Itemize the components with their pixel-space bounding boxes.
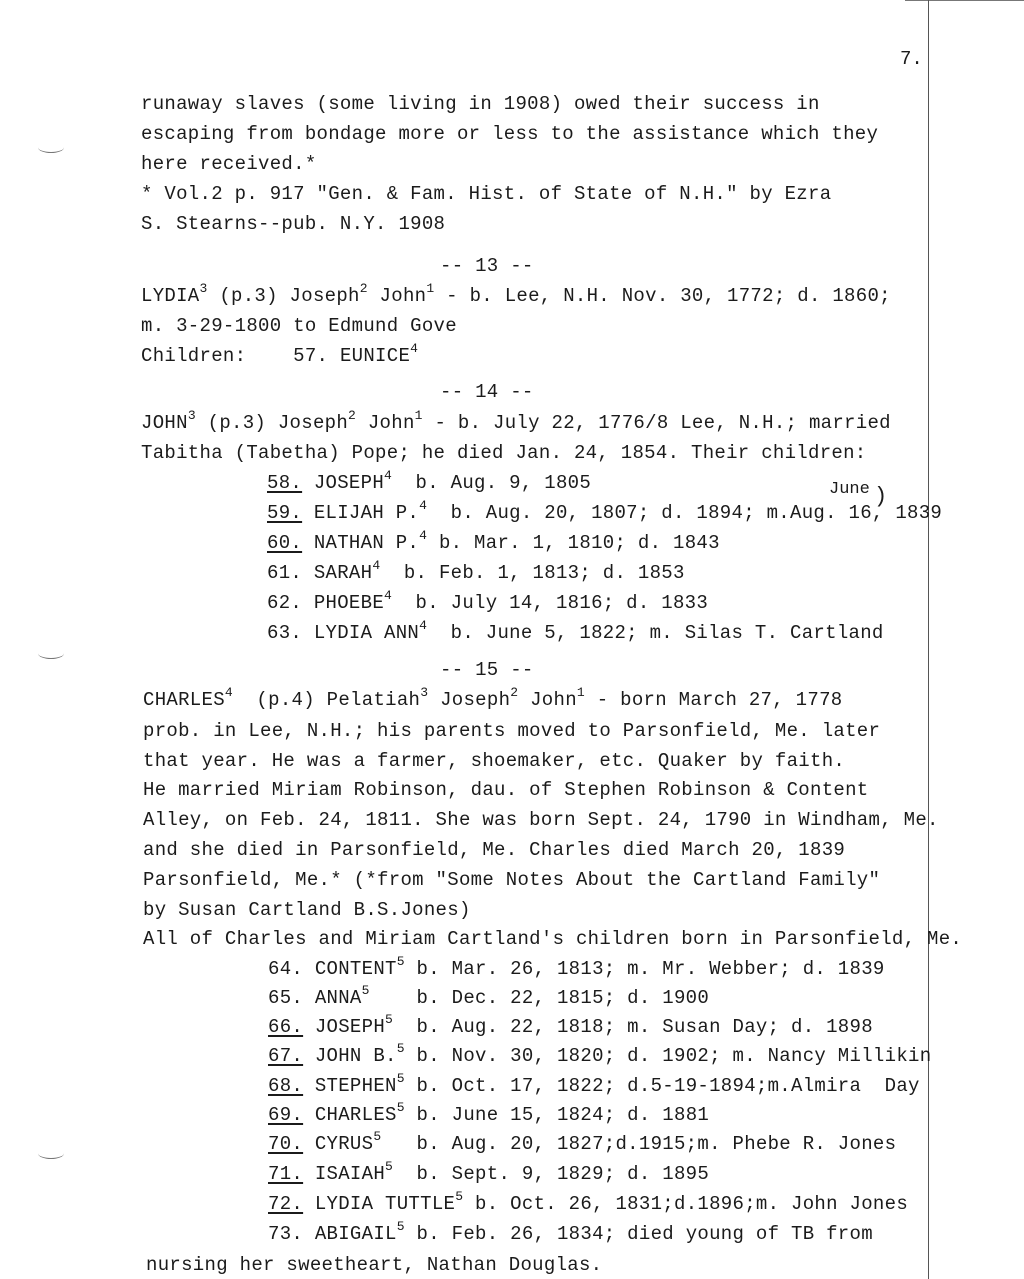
closing-line: nursing her sweetheart, Nathan Douglas. [146, 1254, 603, 1276]
paragraph-line: that year. He was a farmer, shoemaker, etc. Quaker by faith. [143, 750, 846, 772]
paragraph-line: Parsonfield, Me.* (*from "Some Notes About the Cartland Family" [143, 869, 881, 891]
child-entry: 63. LYDIA ANN$^4$ b. June 5, 1822; m. Silas T. Cartland [267, 617, 884, 644]
section-heading: -- 13 -- [440, 255, 534, 277]
intro-line: escaping from bondage more or less to the assistance which they [141, 123, 879, 145]
child-entry: 59. ELIJAH P.$^4$ b. Aug. 20, 1807; d. 1894; m.Aug. 16, 1839 [267, 497, 943, 524]
correction-bracket: ) [874, 484, 888, 509]
margin-rule [928, 0, 929, 1279]
child-entry: 58. JOSEPH$^4$ b. Aug. 9, 1805 [267, 467, 592, 494]
entry-line: LYDIA$^3$ (p.3) Joseph$^2$ John$^1$ - b. Lee, N.H. Nov. 30, 1772; d. 1860; [141, 280, 891, 307]
child-entry: 61. SARAH$^4$ b. Feb. 1, 1813; d. 1853 [267, 557, 685, 584]
handwritten-correction: June [829, 480, 870, 499]
paragraph-line: All of Charles and Miriam Cartland's children born in Parsonfield, Me. [143, 928, 963, 950]
paragraph-line: and she died in Parsonfield, Me. Charles died March 20, 1839 [143, 839, 846, 861]
hole-punch-mark [38, 1148, 64, 1159]
paragraph-line: Alley, on Feb. 24, 1811. She was born Sept. 24, 1790 in Windham, Me. [143, 809, 939, 831]
footnote-line: S. Stearns--pub. N.Y. 1908 [141, 213, 446, 235]
paragraph-line: prob. in Lee, N.H.; his parents moved to Parsonfield, Me. later [143, 720, 881, 742]
hole-punch-mark [38, 142, 64, 153]
child-entry: 72. LYDIA TUTTLE$^5$ b. Oct. 26, 1831;d.1896;m. John Jones [268, 1188, 909, 1215]
entry-line: Tabitha (Tabetha) Pope; he died Jan. 24, 1854. Their children: [141, 442, 867, 464]
paragraph-line: He married Miriam Robinson, dau. of Stephen Robinson & Content [143, 779, 869, 801]
entry-line: JOHN$^3$ (p.3) Joseph$^2$ John$^1$ - b. July 22, 1776/8 Lee, N.H.; married [141, 407, 891, 434]
intro-line: here received.* [141, 153, 317, 175]
child-entry: 68. STEPHEN$^5$ b. Oct. 17, 1822; d.5-19-1894;m.Almira Day [268, 1070, 920, 1097]
child-entry: 60. NATHAN P.$^4$ b. Mar. 1, 1810; d. 1843 [267, 527, 720, 554]
intro-line: runaway slaves (some living in 1908) owed their success in [141, 93, 820, 115]
child-entry: 70. CYRUS$^5$ b. Aug. 20, 1827;d.1915;m. Phebe R. Jones [268, 1128, 897, 1155]
child-entry: 73. ABIGAIL$^5$ b. Feb. 26, 1834; died young of TB from [268, 1218, 873, 1245]
child-entry: 64. CONTENT$^5$ b. Mar. 26, 1813; m. Mr. Webber; d. 1839 [268, 953, 885, 980]
section-heading: -- 14 -- [440, 381, 534, 403]
entry-line: CHARLES$^4$ (p.4) Pelatiah$^3$ Joseph$^2$ John$^1$ - born March 27, 1778 [143, 684, 843, 711]
footnote-line: * Vol.2 p. 917 "Gen. & Fam. Hist. of State of N.H." by Ezra [141, 183, 832, 205]
entry-line: m. 3-29-1800 to Edmund Gove [141, 315, 457, 337]
child-entry: 62. PHOEBE$^4$ b. July 14, 1816; d. 1833 [267, 587, 709, 614]
hole-punch-mark [38, 648, 64, 659]
top-edge-line [905, 0, 1024, 1]
child-entry: 66. JOSEPH$^5$ b. Aug. 22, 1818; m. Susan Day; d. 1898 [268, 1011, 873, 1038]
child-entry: 71. ISAIAH$^5$ b. Sept. 9, 1829; d. 1895 [268, 1158, 710, 1185]
child-entry: 67. JOHN B.$^5$ b. Nov. 30, 1820; d. 1902; m. Nancy Millikin [268, 1040, 932, 1067]
section-heading: -- 15 -- [440, 659, 534, 681]
child-entry: 69. CHARLES$^5$ b. June 15, 1824; d. 1881 [268, 1099, 710, 1126]
child-entry: 65. ANNA$^5$ b. Dec. 22, 1815; d. 1900 [268, 982, 710, 1009]
paragraph-line: by Susan Cartland B.S.Jones) [143, 899, 471, 921]
children-line: Children: 57. EUNICE$^4$ [141, 340, 419, 367]
page-number: 7. [900, 48, 923, 70]
